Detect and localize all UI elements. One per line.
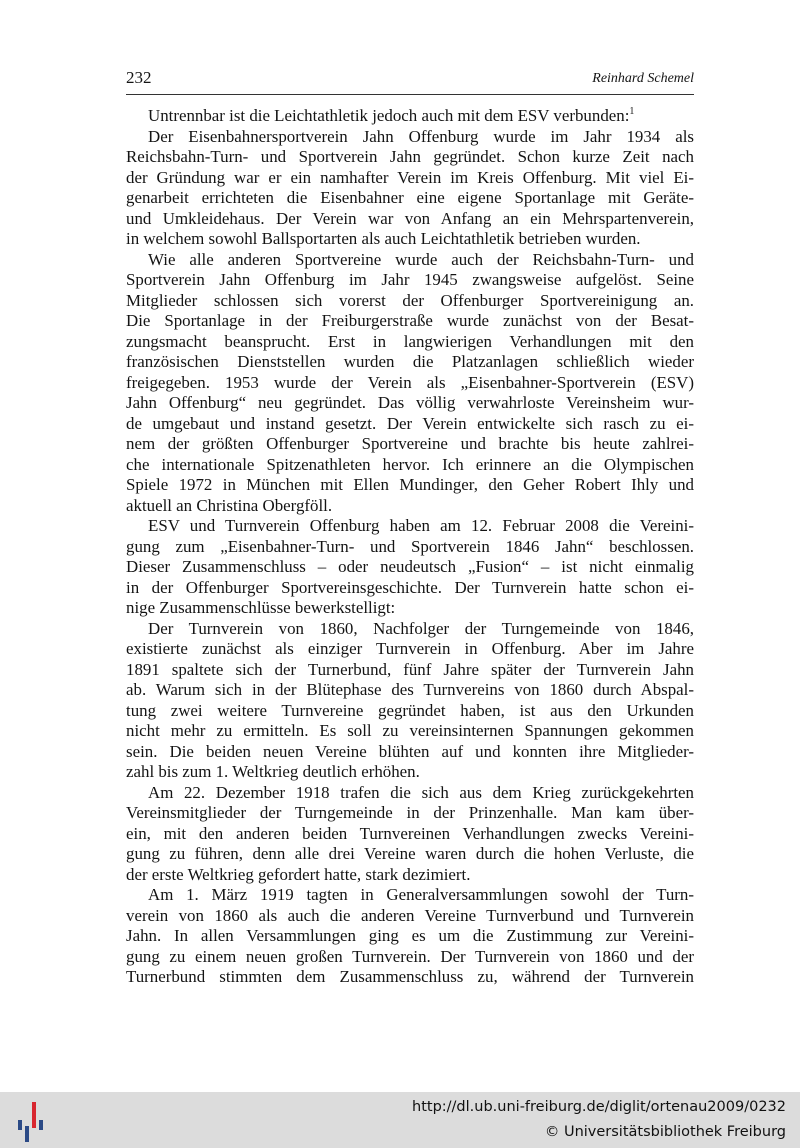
text-line: aktuell an Christina Obergföll. (126, 495, 333, 515)
text-line: nem der größten Offenburger Sportvereine und brachte bis heute zahlrei- (126, 434, 694, 453)
text-line: existierte zunächst als einziger Turnverein in Offenburg. Aber im Jahre (126, 639, 694, 658)
source-url-link[interactable]: http://dl.ub.uni-freiburg.de/diglit/ortenau2009/0232 (412, 1099, 786, 1115)
page-header (126, 68, 694, 95)
text-line: gung zum „Eisenbahner-Turn- und Sportverein 1846 Jahn“ beschlossen. (126, 536, 694, 556)
footer-bar (0, 1092, 800, 1148)
text-line: Spiele 1972 in München mit Ellen Mundinger, den Geher Robert Ihly und (126, 475, 694, 494)
text-line: in welchem sowohl Ballsportarten als auch Leichtathletik betrieben wurden. (126, 229, 641, 248)
text-line: Jahn Offenburg“ neu gegründet. Das völlig verwahrloste Vereinsheim wur- (126, 393, 694, 412)
text-line: freigegeben. 1953 wurde der Verein als „Eisenbahner-Sportverein (ESV) (126, 372, 694, 392)
text-line: französischen Dienststellen wurden die Platzanlagen schließlich wieder (126, 352, 694, 371)
copyright-notice: © Universitätsbibliothek Freiburg (544, 1124, 786, 1140)
text-line: che internationale Spitzenathleten hervor. Ich erinnere an die Olympischen (126, 454, 694, 474)
text-line: gung zu führen, denn alle drei Vereine waren durch die hohen Verluste, die (126, 844, 694, 863)
library-logo-icon (12, 1100, 52, 1142)
text-line: genarbeit errichteten die Eisenbahner eine eigene Sportanlage mit Geräte- (126, 188, 694, 207)
body-text (126, 106, 694, 988)
text-line: Der Eisenbahnersportverein Jahn Offenburg wurde im Jahr 1934 als (148, 126, 694, 146)
logo-bar-icon (25, 1126, 29, 1142)
text-line: in der Offenburger Sportvereinsgeschichte. Der Turnverein hatte schon ei- (126, 577, 694, 597)
text-line: ab. Warum sich in der Blütephase des Turnvereins von 1860 durch Abspal- (126, 680, 694, 699)
text-line: nicht mehr zu ermitteln. Es soll zu vereinsinternen Spannungen gekommen (126, 721, 694, 740)
logo-bar-icon (18, 1120, 22, 1130)
text-line: Am 22. Dezember 1918 trafen die sich aus dem Krieg zurückgekehrten (148, 782, 694, 802)
text-line: 1891 spaltete sich der Turnerbund, fünf Jahre später der Turnverein Jahn (126, 659, 694, 679)
text-line: Jahn. In allen Versammlungen ging es um die Zustimmung zur Vereini- (126, 926, 694, 945)
text-line: de umgebaut und instand gesetzt. Der Verein entwickelte sich rasch zu ei- (126, 413, 694, 433)
text-line: zungsmacht beansprucht. Erst in langwierigen Verhandlungen mit den (126, 331, 694, 351)
text-line: der Gründung war er ein namhafter Verein im Kreis Offenburg. Mit viel Ei- (126, 167, 694, 187)
text-line: gung zu einem neuen großen Turnverein. Der Turnverein von 1860 und der (126, 946, 694, 966)
text-line: zahl bis zum 1. Weltkrieg deutlich erhöhen. (126, 762, 420, 781)
text-line: Mitglieder schlossen sich vorerst der Offenburger Sportvereinigung an. (126, 290, 694, 310)
text-line: und Umkleidehaus. Der Verein war von Anfang an ein Mehrspartenverein, (126, 208, 694, 228)
text-line: Dieser Zusammenschluss – oder neudeutsch „Fusion“ – ist nicht einmalig (126, 557, 694, 576)
text-line: Am 1. März 1919 tagten in Generalversammlungen sowohl der Turn- (148, 885, 694, 904)
text-line: sein. Die beiden neuen Vereine blühten auf und konnten ihre Mitglieder- (126, 741, 694, 761)
text-line: Wie alle anderen Sportvereine wurde auch der Reichsbahn-Turn- und (148, 249, 694, 269)
text-line: Reichsbahn-Turn- und Sportverein Jahn gegründet. Schon kurze Zeit nach (126, 147, 694, 166)
text-line: nige Zusammenschlüsse bewerkstelligt: (126, 598, 396, 617)
logo-bar-icon (32, 1102, 36, 1128)
text-line: Sportverein Jahn Offenburg im Jahr 1945 zwangsweise aufgelöst. Seine (126, 270, 694, 289)
text-line: ESV und Turnverein Offenburg haben am 12. Februar 2008 die Vereini- (148, 516, 694, 535)
text-line: Untrennbar ist die Leichtathletik jedoch auch mit dem ESV verbunden:$^1$ (148, 106, 635, 125)
logo-bar-icon (39, 1120, 43, 1130)
footnote-reference[interactable]: 1 (629, 106, 635, 117)
text-line: verein von 1860 als auch die anderen Vereine Turnverbund und Turnverein (126, 905, 694, 925)
text-line: ein, mit den anderen beiden Turnvereinen Verhandlungen zwecks Vereini- (126, 823, 694, 843)
text-line: Turnerbund stimmten dem Zusammenschluss zu, während der Turnverein (126, 967, 694, 986)
page-number: 232 (126, 68, 152, 87)
text-line: der erste Weltkrieg gefordert hatte, stark dezimiert. (126, 864, 471, 884)
text-line: Die Sportanlage in der Freiburgerstraße wurde zunächst von der Besat- (126, 311, 694, 330)
text-line: Der Turnverein von 1860, Nachfolger der Turngemeinde von 1846, (148, 618, 694, 638)
text-line: tung zwei weitere Turnvereine gegründet haben, ist aus den Urkunden (126, 700, 694, 720)
text-line: Vereinsmitglieder der Turngemeinde in der Prinzenhalle. Man kam über- (126, 803, 694, 822)
running-head-author: Reinhard Schemel (592, 71, 694, 86)
